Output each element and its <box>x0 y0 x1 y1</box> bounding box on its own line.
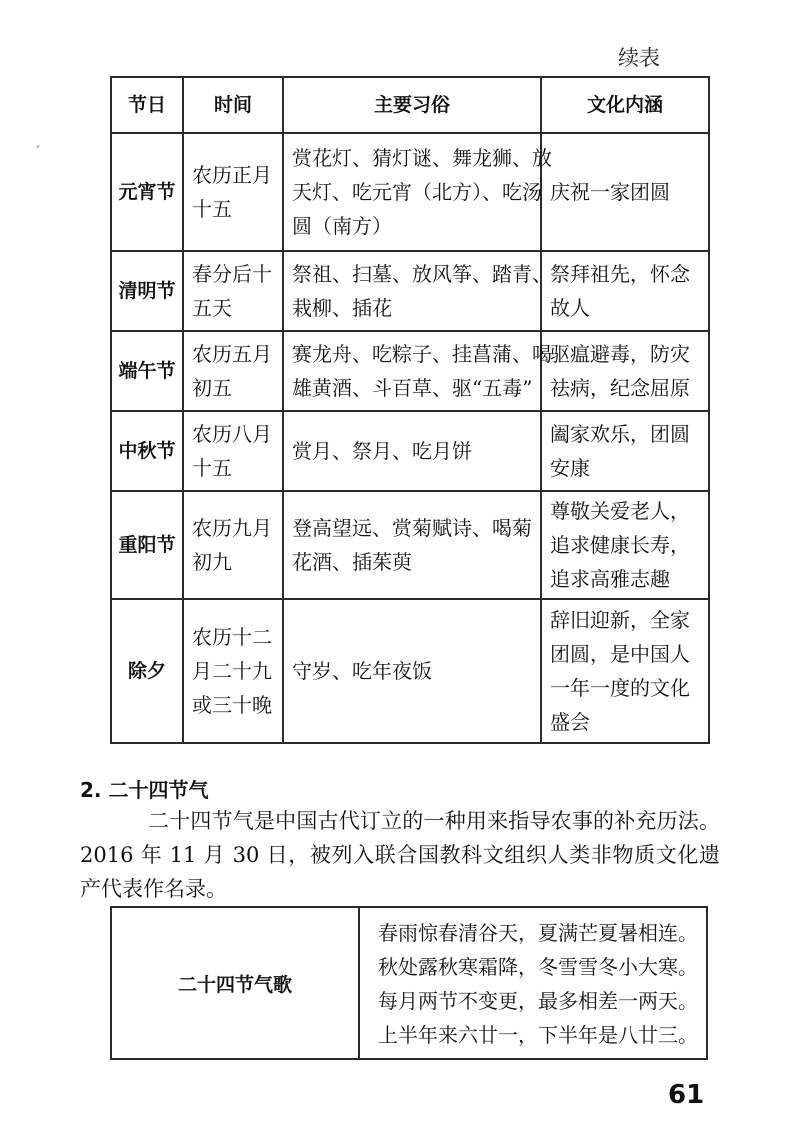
cell-line: 栽柳、插花 <box>292 296 392 320</box>
cell-line: 春分后十 <box>192 262 272 286</box>
festival-name: 重阳节 <box>111 491 183 599</box>
festival-name: 除夕 <box>111 599 183 743</box>
cell-line: 农历五月 <box>192 342 272 366</box>
customs-cell <box>283 331 552 411</box>
cell-line: 农历十二 <box>192 625 272 649</box>
cell-line: 尊敬关爱老人， <box>550 499 690 523</box>
festival-name: 中秋节 <box>111 411 183 491</box>
table-row <box>111 599 709 743</box>
meaning-cell <box>541 331 709 411</box>
header-customs: 主要习俗 <box>283 77 541 133</box>
section-heading: 2. 二十四节气 <box>80 778 209 802</box>
time-cell <box>183 133 283 251</box>
customs-cell <box>283 251 552 331</box>
cell-line: 十五 <box>192 197 232 221</box>
cell-line: 辞旧迎新，全家 <box>550 608 690 632</box>
cell-line: 农历正月 <box>192 163 272 187</box>
meaning-cell <box>541 133 709 251</box>
festival-name: 元宵节 <box>111 133 183 251</box>
cell-line: 祭拜祖先，怀念 <box>550 262 690 286</box>
time-cell <box>183 331 283 411</box>
cell-line: 初九 <box>192 550 232 574</box>
cell-line: 月二十九 <box>192 659 272 683</box>
cell-line: 雄黄酒、斗百草、驱“五毒” <box>292 376 533 400</box>
customs-cell <box>283 491 541 599</box>
cell-line: 祛病，纪念屈原 <box>550 376 690 400</box>
header-festival: 节日 <box>111 77 183 133</box>
festival-name: 端午节 <box>111 331 183 411</box>
cell-line: 驱瘟避毒，防灾 <box>550 342 690 366</box>
cell-line: 初五 <box>192 376 232 400</box>
meaning-cell <box>541 491 709 599</box>
cell-line: 故人 <box>550 296 590 320</box>
cell-line: 天灯、吃元宵（北方）、吃汤 <box>292 180 542 204</box>
margin-mark: ﾞ <box>36 144 43 158</box>
solar-terms-song-table <box>110 906 708 1060</box>
table-row <box>111 411 709 491</box>
cell-line: 登高望远、赏菊赋诗、喝菊 <box>292 516 532 540</box>
time-cell <box>183 599 283 743</box>
cell-line: 赏月、祭月、吃月饼 <box>292 439 472 463</box>
song-row <box>111 907 707 1059</box>
section-paragraph: 二十四节气是中国古代订立的一种用来指导农事的补充历法。2016 年 11 月 30 日，被列入联合国教科文组织人类非物质文化遗产代表作名录。 <box>80 809 720 901</box>
cell-line: 赛龙舟、吃粽子、挂菖蒲、喝 <box>292 342 552 366</box>
lyric-line: 春雨惊春清谷天，夏满芒夏暑相连。 <box>378 921 698 945</box>
song-lyrics <box>359 907 707 1059</box>
cell-line: 农历九月 <box>192 516 272 540</box>
customs-cell <box>283 133 552 251</box>
page-number: 61 <box>668 1080 705 1110</box>
cell-line: 赏花灯、猜灯谜、舞龙狮、放 <box>292 146 552 170</box>
lyric-line: 每月两节不变更，最多相差一两天。 <box>378 989 698 1013</box>
table-row <box>111 331 709 411</box>
continuation-label: 续表 <box>618 46 660 70</box>
cell-line: 盛会 <box>550 710 590 734</box>
meaning-cell <box>541 599 709 743</box>
cell-line: 阖家欢乐，团圆 <box>550 422 690 446</box>
cell-line: 庆祝一家团圆 <box>550 180 670 204</box>
festival-table-body <box>111 133 709 743</box>
song-title: 二十四节气歌 <box>111 907 359 1059</box>
table-row <box>111 251 709 331</box>
customs-cell <box>283 599 541 743</box>
cell-line: 圆（南方） <box>292 214 392 238</box>
time-cell <box>183 491 283 599</box>
cell-line: 追求健康长寿， <box>550 533 690 557</box>
cell-line: 农历八月 <box>192 422 272 446</box>
cell-line: 十五 <box>192 456 232 480</box>
table-row <box>111 491 709 599</box>
cell-line: 或三十晚 <box>192 693 272 717</box>
cell-line: 团圆，是中国人 <box>550 642 690 666</box>
time-cell <box>183 251 283 331</box>
cell-line: 祭祖、扫墓、放风筝、踏青、 <box>292 262 552 286</box>
meaning-cell <box>541 251 709 331</box>
meaning-cell <box>541 411 709 491</box>
cell-line: 安康 <box>550 456 590 480</box>
cell-line: 五天 <box>192 296 232 320</box>
customs-cell <box>283 411 541 491</box>
festival-table <box>110 76 710 744</box>
cell-line: 一年一度的文化 <box>550 676 690 700</box>
table-row <box>111 133 709 251</box>
lyric-line: 秋处露秋寒霜降，冬雪雪冬小大寒。 <box>378 955 698 979</box>
cell-line: 花酒、插茱萸 <box>292 550 412 574</box>
header-meaning: 文化内涵 <box>541 77 709 133</box>
cell-line: 追求高雅志趣 <box>550 567 670 591</box>
festival-name: 清明节 <box>111 251 183 331</box>
lyric-line: 上半年来六廿一，下半年是八廿三。 <box>378 1023 698 1047</box>
header-time: 时间 <box>183 77 283 133</box>
cell-line: 守岁、吃年夜饭 <box>292 659 432 683</box>
festival-table-header-row <box>111 77 709 133</box>
time-cell <box>183 411 283 491</box>
